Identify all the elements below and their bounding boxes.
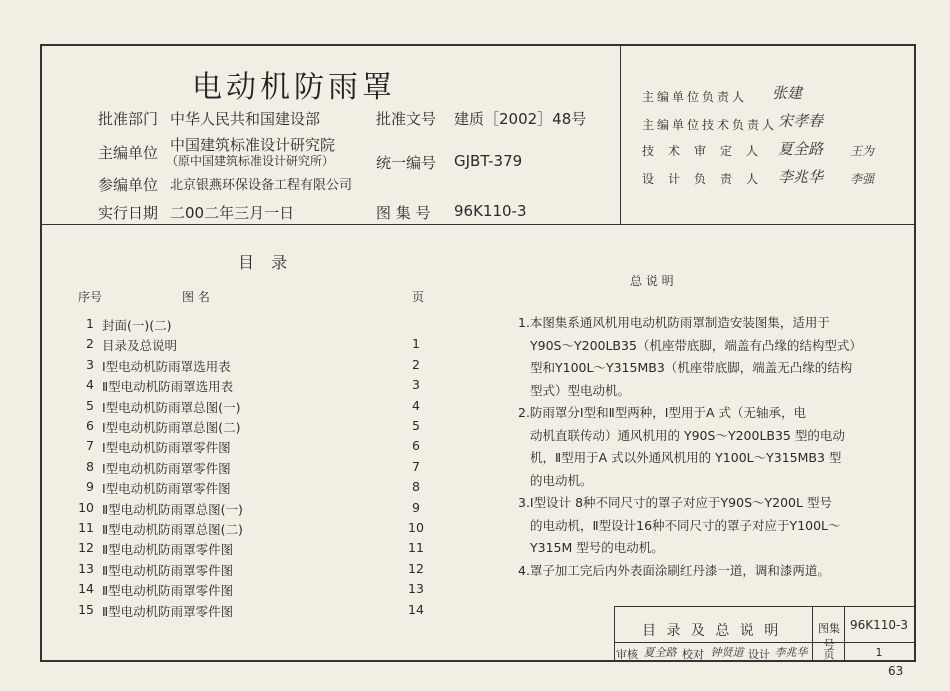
- responsible-role-2: 主编单位技术负责人: [642, 118, 778, 132]
- title-block-top: [614, 606, 914, 607]
- toc-row-no: 5: [86, 397, 94, 413]
- toc-row-no: 14: [78, 581, 94, 597]
- book-page-number: 63: [888, 664, 904, 678]
- toc-row-name: 目录及总说明: [102, 338, 178, 354]
- toc-col-name: 图 名: [182, 290, 210, 304]
- editor-note: （原中国建筑标准设计研究所）: [166, 154, 335, 168]
- toc-row-name: Ⅰ型电动机防雨罩零件图: [102, 460, 231, 476]
- check-label: 校对: [682, 648, 704, 661]
- toc-row-name: Ⅰ型电动机防雨罩选用表: [102, 358, 231, 374]
- toc-row-page: 13: [408, 581, 424, 597]
- co-editor-label: 参编单位: [98, 176, 159, 194]
- toc-col-no: 序号: [78, 290, 103, 304]
- toc-row-no: 15: [78, 601, 94, 617]
- notes-line: 2.防雨罩分Ⅰ型和Ⅱ型两种，Ⅰ型用于A 式（无轴承，电: [518, 405, 806, 420]
- toc-row-no: 8: [86, 458, 94, 474]
- toc-row-name: Ⅰ型电动机防雨罩总图(二): [102, 420, 241, 435]
- toc-row-no: 9: [86, 479, 94, 495]
- toc-row-page: 6: [412, 438, 420, 454]
- toc-row-name: Ⅱ型电动机防雨罩零件图: [102, 603, 234, 619]
- sheet-title: 目 录 及 总 说 明: [642, 623, 782, 639]
- unified-no: GJBT-379: [454, 152, 523, 170]
- co-editor: 北京银燕环保设备工程有限公司: [170, 178, 353, 193]
- toc-row-name: Ⅰ型电动机防雨罩总图(一): [102, 399, 241, 415]
- check-signature: 钟贤道: [710, 646, 744, 659]
- toc-row-page: 11: [408, 540, 424, 556]
- toc-row-no: 3: [86, 356, 94, 372]
- toc-row-no: 13: [78, 560, 94, 576]
- title-block-div1: [812, 606, 813, 662]
- date: 二00二年三月一日: [170, 204, 295, 222]
- notes-line: Y315M 型号的电动机。: [530, 540, 664, 555]
- page-label: 页: [823, 648, 835, 661]
- review-label: 审核: [616, 648, 638, 661]
- notes-line: 机，Ⅱ型用于A 式以外通风机用的 Y100L～Y315MB3 型: [530, 450, 842, 465]
- toc-row-page: 9: [412, 499, 420, 515]
- toc-col-page: 页: [412, 290, 425, 304]
- notes-line: 3.Ⅰ型设计 8种不同尺寸的罩子对应于Y90S～Y200L 型号: [518, 495, 832, 510]
- responsible-extra-4: 李强: [850, 172, 875, 186]
- header-bottom-line: [42, 224, 914, 225]
- header-divider: [620, 46, 621, 224]
- toc-row-page: 14: [408, 601, 424, 617]
- toc-row-no: 1: [86, 316, 94, 331]
- toc-row-name: Ⅱ型电动机防雨罩选用表: [102, 379, 234, 395]
- date-label: 实行日期: [98, 204, 159, 222]
- responsible-signature-4: 李兆华: [778, 168, 824, 186]
- toc-title: 目 录: [238, 253, 294, 272]
- toc-row-name: Ⅱ型电动机防雨罩总图(二): [102, 522, 243, 537]
- responsible-signature-3: 夏全路: [778, 140, 824, 158]
- responsible-signature-1: 张建: [772, 84, 803, 102]
- toc-row-name: Ⅱ型电动机防雨罩零件图: [102, 562, 234, 578]
- drawing-frame: [40, 44, 916, 662]
- approval-dept-label: 批准部门: [98, 110, 159, 128]
- atlas-no: 96K110-3: [454, 202, 527, 220]
- notes-line: 的电动机。: [530, 472, 593, 488]
- toc-row-name: 封面(一)(二): [102, 318, 172, 333]
- notes-line: 型和Y100L～Y315MB3（机座带底脚，端盖无凸缘的结构: [530, 360, 853, 375]
- toc-row-page: 8: [412, 479, 420, 495]
- title-block-mid: [614, 642, 914, 643]
- toc-row-page: 12: [408, 560, 424, 576]
- toc-row-page: 1: [412, 336, 420, 352]
- toc-row-no: 7: [86, 438, 94, 454]
- toc-row-page: 2: [412, 356, 420, 372]
- title-block-atlas-label: 图集号: [818, 622, 840, 651]
- toc-row-page: 3: [412, 377, 420, 393]
- toc-row-no: 11: [78, 520, 94, 535]
- design-signature: 李兆华: [774, 646, 808, 659]
- atlas-no-label: 图 集 号: [376, 204, 431, 222]
- responsible-signature-2: 宋孝春: [778, 112, 824, 130]
- toc-row-name: Ⅰ型电动机防雨罩零件图: [102, 481, 231, 497]
- design-label: 设计: [748, 648, 770, 661]
- page-number-cell: 1: [875, 646, 883, 659]
- title-block-left: [614, 606, 615, 662]
- notes-line: 1.本图集系通风机用电动机防雨罩制造安装图集，适用于: [518, 315, 830, 330]
- editor: 中国建筑标准设计研究院: [170, 136, 336, 154]
- notes-line: 动机直联传动）通风机用的 Y90S～Y200LB35 型的电动: [530, 427, 845, 443]
- toc-row-name: Ⅱ型电动机防雨罩零件图: [102, 583, 234, 599]
- toc-row-no: 6: [86, 418, 94, 433]
- notes-line: 型式）型电动机。: [530, 382, 631, 398]
- page-title: 电动机防雨罩: [192, 70, 396, 105]
- review-signature: 夏全路: [643, 646, 677, 659]
- editor-label: 主编单位: [98, 144, 159, 162]
- notes-line: Y90S～Y200LB35（机座带底脚，端盖有凸缘的结构型式）: [530, 337, 862, 353]
- notes-line: 4.罩子加工完后内外表面涂刷红丹漆一道，调和漆两道。: [518, 562, 830, 578]
- approval-doc: 建质［2002］48号: [454, 110, 587, 128]
- toc-row-name: Ⅱ型电动机防雨罩零件图: [102, 542, 234, 558]
- approval-dept: 中华人民共和国建设部: [170, 110, 321, 128]
- toc-row-no: 2: [86, 336, 94, 352]
- unified-no-label: 统一编号: [376, 154, 437, 172]
- toc-row-page: 4: [412, 397, 420, 413]
- toc-row-no: 12: [78, 540, 94, 556]
- toc-row-no: 4: [86, 377, 94, 393]
- title-block-div2: [844, 606, 845, 662]
- notes-title: 总 说 明: [630, 274, 674, 288]
- approval-doc-label: 批准文号: [376, 110, 437, 128]
- notes-body: [518, 312, 862, 582]
- toc-row-page: 5: [412, 418, 420, 433]
- toc-row-page: 10: [408, 520, 424, 535]
- responsible-role-4: 设计负责人: [642, 172, 773, 186]
- responsible-extra-3: 王为: [850, 144, 875, 158]
- responsible-role-1: 主编单位负责人: [642, 90, 748, 104]
- notes-line: 的电动机，Ⅱ型设计16种不同尺寸的罩子对应于Y100L～: [530, 517, 841, 533]
- toc-row-page: 7: [412, 458, 420, 474]
- title-block-atlas-no: 96K110-3: [849, 618, 908, 632]
- toc-row-no: 10: [78, 499, 94, 515]
- toc-row-name: Ⅰ型电动机防雨罩零件图: [102, 440, 231, 456]
- responsible-role-3: 技术审定人: [642, 144, 773, 158]
- toc-row-name: Ⅱ型电动机防雨罩总图(一): [102, 501, 243, 517]
